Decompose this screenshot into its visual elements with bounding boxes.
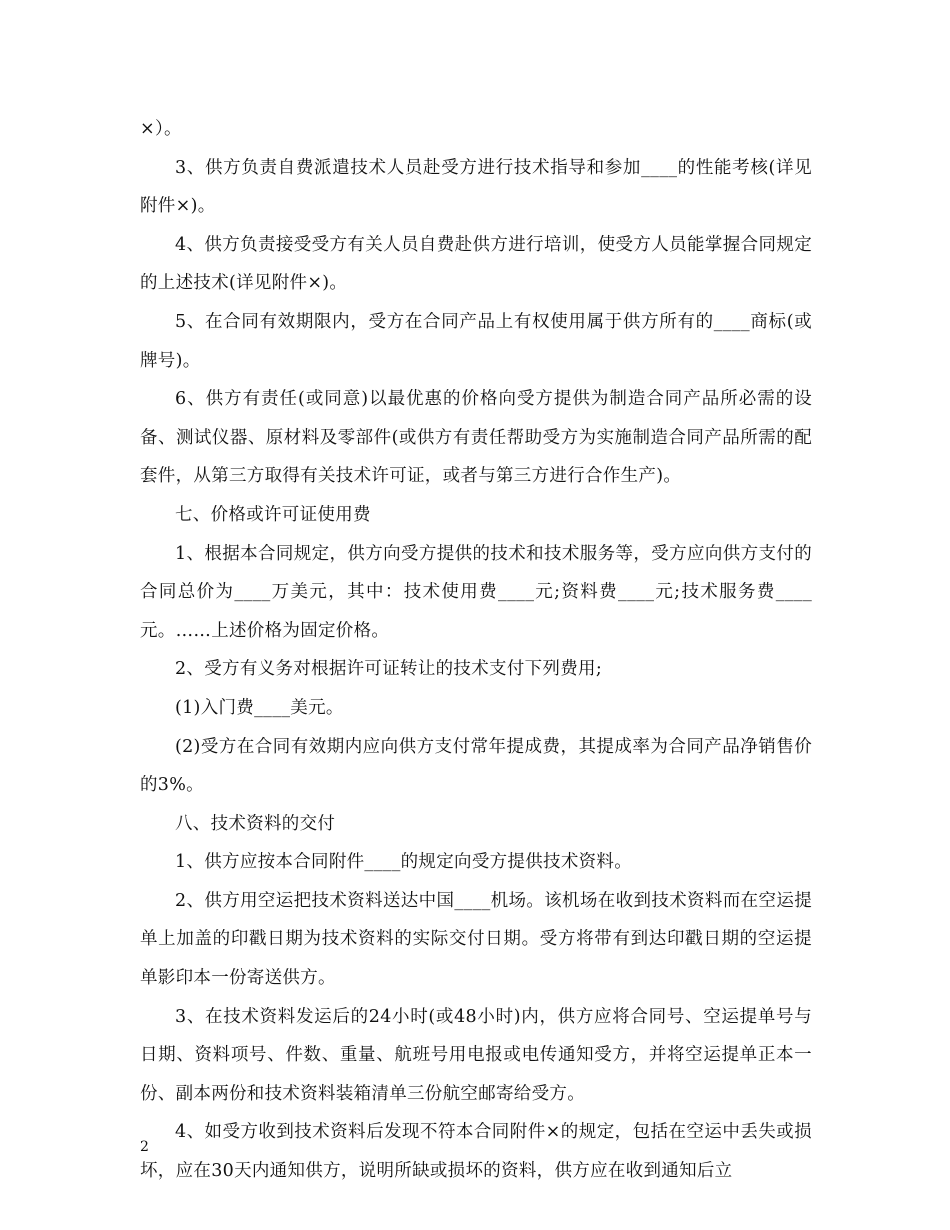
paragraph-delivery-4-missing: 4、如受方收到技术资料后发现不符本合同附件×的规定，包括在空运中丢失或损坏，应在30天内通知供方，说明所缺或损坏的资料，供方应在收到通知后立 xyxy=(140,1122,812,1182)
paragraph-price-royalty: (2)受方在合同有效期内应向供方支付常年提成费，其提成率为合同产品净销售价的3%。 xyxy=(140,736,812,796)
document-body xyxy=(140,110,812,1191)
paragraph-price-entry-fee: (1)入门费____美元。 xyxy=(175,697,344,718)
paragraph-price-2-fees: 2、受方有义务对根据许可证转让的技术支付下列费用; xyxy=(175,659,603,680)
page-number: 2 xyxy=(140,1139,149,1155)
paragraph-delivery-2-airfreight: 2、供方用空运把技术资料送达中国____机场。该机场在收到技术资料而在空运提单上加盖的印戳日期为技术资料的实际交付日期。受方将带有到达印戳日期的空运提单影印本一份寄送供方。 xyxy=(140,890,812,989)
section-heading-delivery: 八、技术资料的交付 xyxy=(175,813,336,834)
paragraph-continuation: ×）。 xyxy=(140,119,182,139)
paragraph-clause-5-trademark: 5、在合同有效期限内，受方在合同产品上有权使用属于供方所有的____商标(或牌号)。 xyxy=(140,311,812,371)
paragraph-clause-4-training: 4、供方负责接受受方有关人员自费赴供方进行培训，使受方人员能掌握合同规定的上述技术(详见附件×)。 xyxy=(140,234,812,294)
paragraph-delivery-3-notification: 3、在技术资料发运后的24小时(或48小时)内，供方应将合同号、空运提单号与日期、资料项号、件数、重量、航班号用电报或电传通知受方，并将空运提单正本一份、副本两份和技术资料装箱清单三份航空邮寄给受方。 xyxy=(140,1006,812,1104)
paragraph-clause-6-equipment: 6、供方有责任(或同意)以最优惠的价格向受方提供为制造合同产品所必需的设备、测试仪器、原材料及零部件(或供方有责任帮助受方为实施制造合同产品所需的配套件，从第三方取得有关技术许可证，或者与第三方进行合作生产)。 xyxy=(140,389,812,487)
section-heading-price: 七、价格或许可证使用费 xyxy=(175,504,371,525)
paragraph-price-1-total: 1、根据本合同规定，供方向受方提供的技术和技术服务等，受方应向供方支付的合同总价为____万美元，其中：技术使用费____元;资料费____元;技术服务费____元。……上述价格为固定价格。 xyxy=(140,543,812,641)
paragraph-clause-3-performance-test: 3、供方负责自费派遣技术人员赴受方进行技术指导和参加____的性能考核(详见附件×)。 xyxy=(140,157,812,217)
paragraph-delivery-1: 1、供方应按本合同附件____的规定向受方提供技术资料。 xyxy=(175,852,633,873)
